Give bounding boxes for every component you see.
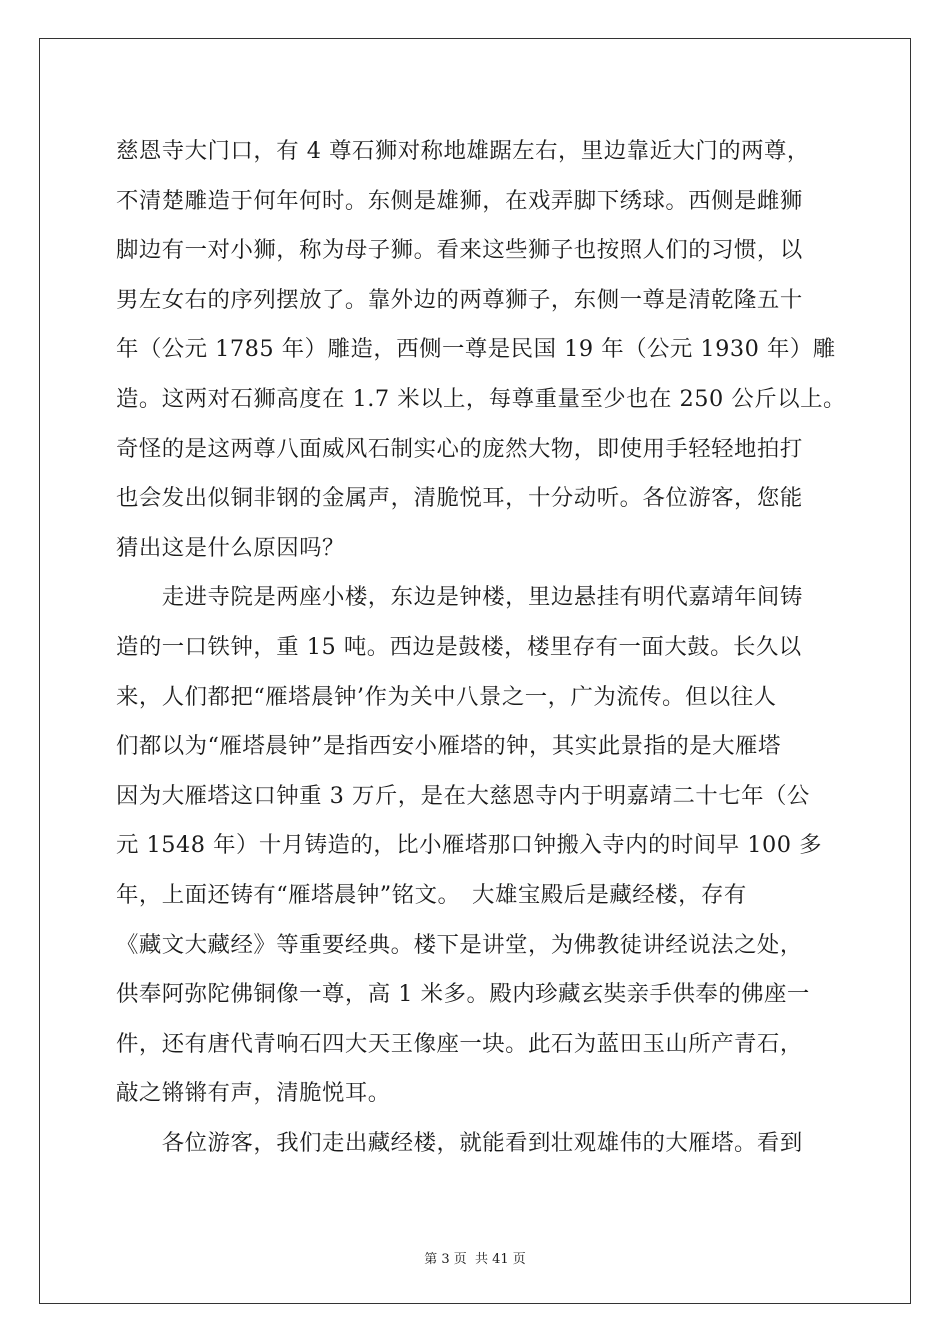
text-line: 因为大雁塔这口钟重 3 万斤，是在大慈恩寺内于明嘉靖二十七年（公 [116, 782, 810, 809]
text-line: 《藏文大藏经》等重要经典。楼下是讲堂，为佛教徒讲经说法之处， [116, 931, 803, 958]
text-line: 猜出这是什么原因吗？ [116, 534, 345, 561]
text-line: 造的一口铁钟，重 15 吨。西边是鼓楼，楼里存有一面大鼓。长久以 [116, 633, 802, 660]
text-line: 敲之锵锵有声，清脆悦耳。 [116, 1080, 391, 1107]
page-footer [0, 1252, 950, 1268]
text-line: 男左女右的序列摆放了。靠外边的两尊狮子，东侧一尊是清乾隆五十 [116, 286, 803, 313]
text-line: 供奉阿弥陀佛铜像一尊，高 1 米多。殿内珍藏玄奘亲手供奉的佛座一 [116, 981, 810, 1008]
text-line: 奇怪的是这两尊八面威风石制实心的庞然大物，即使用手轻轻地拍打 [116, 435, 803, 462]
text-line: 年，上面还铸有“雁塔晨钟”铭文。 大雄宝殿后是藏经楼，存有 [116, 881, 747, 908]
text-line: 来，人们都把“雁塔晨钟’作为关中八景之一，广为流传。但以往人 [116, 683, 777, 710]
text-line: 走进寺院是两座小楼，东边是钟楼，里边悬挂有明代嘉靖年间铸 [116, 584, 803, 611]
text-line: 不清楚雕造于何年何时。东侧是雄狮，在戏弄脚下绣球。西侧是雌狮 [116, 187, 803, 214]
text-line: 慈恩寺大门口，有 4 尊石狮对称地雄踞左右，里边靠近大门的两尊， [116, 138, 810, 164]
text-line: 也会发出似铜非钢的金属声，清脆悦耳，十分动听。各位游客，您能 [116, 485, 803, 512]
page-total: 共 41 页 [474, 1252, 526, 1267]
text-line: 脚边有一对小狮，称为母子狮。看来这些狮子也按照人们的习惯，以 [116, 237, 803, 264]
page-number: 第 3 页 [424, 1252, 467, 1267]
text-line: 件，还有唐代青响石四大天王像座一块。此石为蓝田玉山所产青石， [116, 1030, 803, 1057]
text-line: 年（公元 1785 年）雕造，西侧一尊是民国 19 年（公元 1930 年）雕 [116, 336, 836, 363]
text-line: 造。这两对石狮高度在 1.7 米以上，每尊重量至少也在 250 公斤以上。 [116, 385, 846, 412]
text-line: 各位游客，我们走出藏经楼，就能看到壮观雄伟的大雁塔。看到 [116, 1129, 803, 1156]
text-line: 们都以为“雁塔晨钟”是指西安小雁塔的钟，其实此景指的是大雁塔 [116, 733, 781, 760]
document-body [116, 127, 852, 1168]
text-line: 元 1548 年）十月铸造的，比小雁塔那口钟搬入寺内的时间早 100 多 [116, 832, 822, 859]
